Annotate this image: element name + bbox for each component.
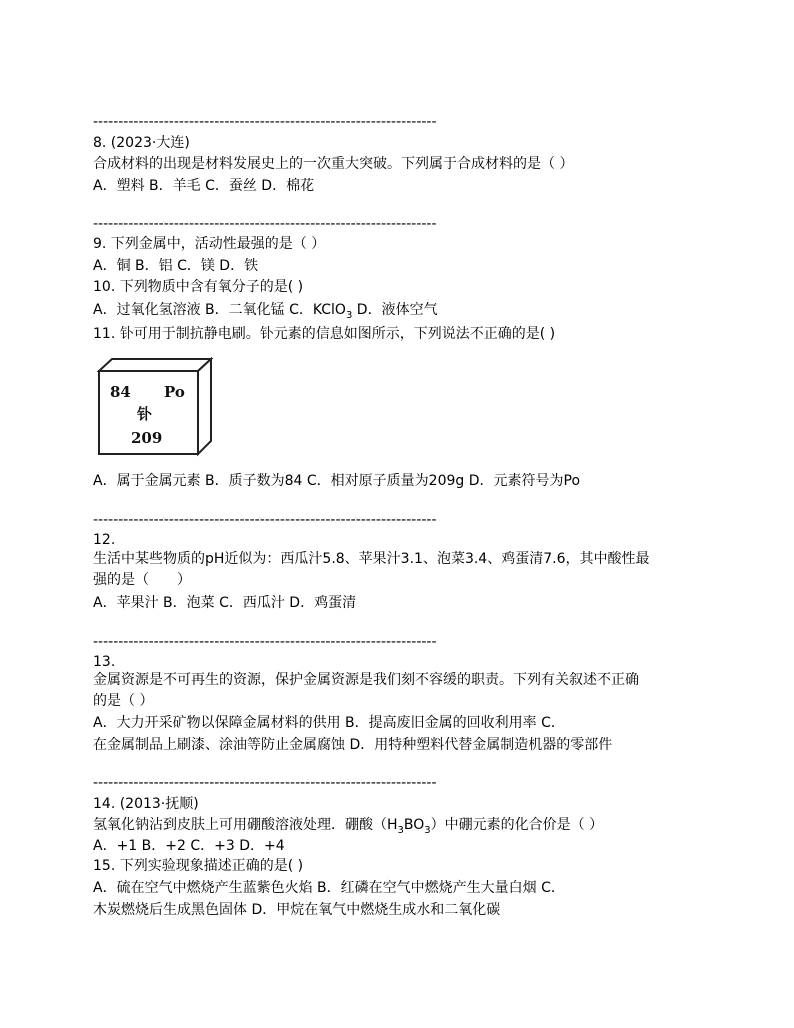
q10-options-pre: A．过氧化氢溶液 B．二氧化锰 C．KClO <box>93 302 346 318</box>
separator: -------------------------------------------------------------------- <box>93 775 437 791</box>
q8-stem: 合成材料的出现是材料发展史上的一次重大突破。下列属于合成材料的是（ ） <box>93 156 574 172</box>
element-symbol: Po <box>164 383 185 401</box>
q9-stem: 9. 下列金属中，活动性最强的是（ ） <box>93 236 326 252</box>
atomic-number: 84 <box>110 383 131 401</box>
q14-options: A．+1 B．+2 C．+3 D．+4 <box>93 838 285 854</box>
q14-stem-post: ）中硼元素的化合价是（ ） <box>430 817 604 833</box>
q13-stem-line2: 的是（ ） <box>93 693 154 709</box>
atomic-mass: 209 <box>131 429 163 447</box>
q8-number: 8. (2023·大连) <box>93 135 190 151</box>
q12-stem-line2: 强的是（ ） <box>93 572 191 588</box>
q15-options-line1: A．硫在空气中燃烧产生蓝紫色火焰 B．红磷在空气中燃烧产生大量白烟 C． <box>93 880 565 896</box>
q14-stem-mid: BO <box>403 817 425 833</box>
q13-number: 13. <box>93 654 116 670</box>
q10-options-subscript: 3 <box>345 309 353 321</box>
q8-options: A．塑料 B．羊毛 C．蚕丝 D．棉花 <box>93 178 315 194</box>
q9-options: A．铜 B．铝 C．镁 D．铁 <box>93 258 259 274</box>
separator: -------------------------------------------------------------------- <box>93 512 437 528</box>
q13-stem-line1: 金属资源是不可再生的资源，保护金属资源是我们刻不容缓的职责。下列有关叙述不正确 <box>93 672 639 688</box>
q15-options-line2: 木炭燃烧后生成黑色固体 D．甲烷在氧气中燃烧生成水和二氧化碳 <box>93 902 501 918</box>
q14-stem-subscript-2: 3 <box>424 824 431 836</box>
q14-stem <box>93 815 603 835</box>
q14-stem-pre: 氢氧化钠沾到皮肤上可用硼酸溶液处理．硼酸（H <box>93 817 398 833</box>
q13-options-line2: 在金属制品上刷漆、涂油等防止金属腐蚀 D．用特种塑料代替金属制造机器的零部件 <box>93 737 613 753</box>
q11-stem: 11. 钋可用于制抗静电刷。钋元素的信息如图所示，下列说法不正确的是( ) <box>93 326 556 342</box>
separator: -------------------------------------------------------------------- <box>93 216 437 232</box>
q10-stem: 10. 下列物质中含有氧分子的是( ) <box>93 279 304 295</box>
element-cell-figure <box>97 357 215 457</box>
q14-number: 14. (2013·抚顺) <box>93 796 199 812</box>
q10-options-post: D．液体空气 <box>352 302 438 318</box>
q12-options: A．苹果汁 B．泡菜 C．西瓜汁 D．鸡蛋清 <box>93 595 357 611</box>
q14-stem-subscript-1: 3 <box>397 824 404 836</box>
q12-number: 12. <box>93 532 116 548</box>
q15-stem: 15. 下列实验现象描述正确的是( ) <box>93 858 304 874</box>
q12-stem-line1: 生活中某些物质的pH近似为：西瓜汁5.8、苹果汁3.1、泡菜3.4、鸡蛋清7.6，其中酸性最 <box>93 551 650 567</box>
element-name: 钋 <box>137 405 153 423</box>
cell-top-face <box>99 359 211 371</box>
q10-options <box>93 300 438 320</box>
cell-side-face <box>198 359 211 454</box>
q11-options: A．属于金属元素 B．质子数为84 C．相对原子质量为209g D．元素符号为Po <box>93 473 581 489</box>
separator: -------------------------------------------------------------------- <box>93 114 437 130</box>
separator: -------------------------------------------------------------------- <box>93 634 437 650</box>
q13-options-line1: A．大力开采矿物以保障金属材料的供用 B．提高废旧金属的回收利用率 C． <box>93 715 565 731</box>
